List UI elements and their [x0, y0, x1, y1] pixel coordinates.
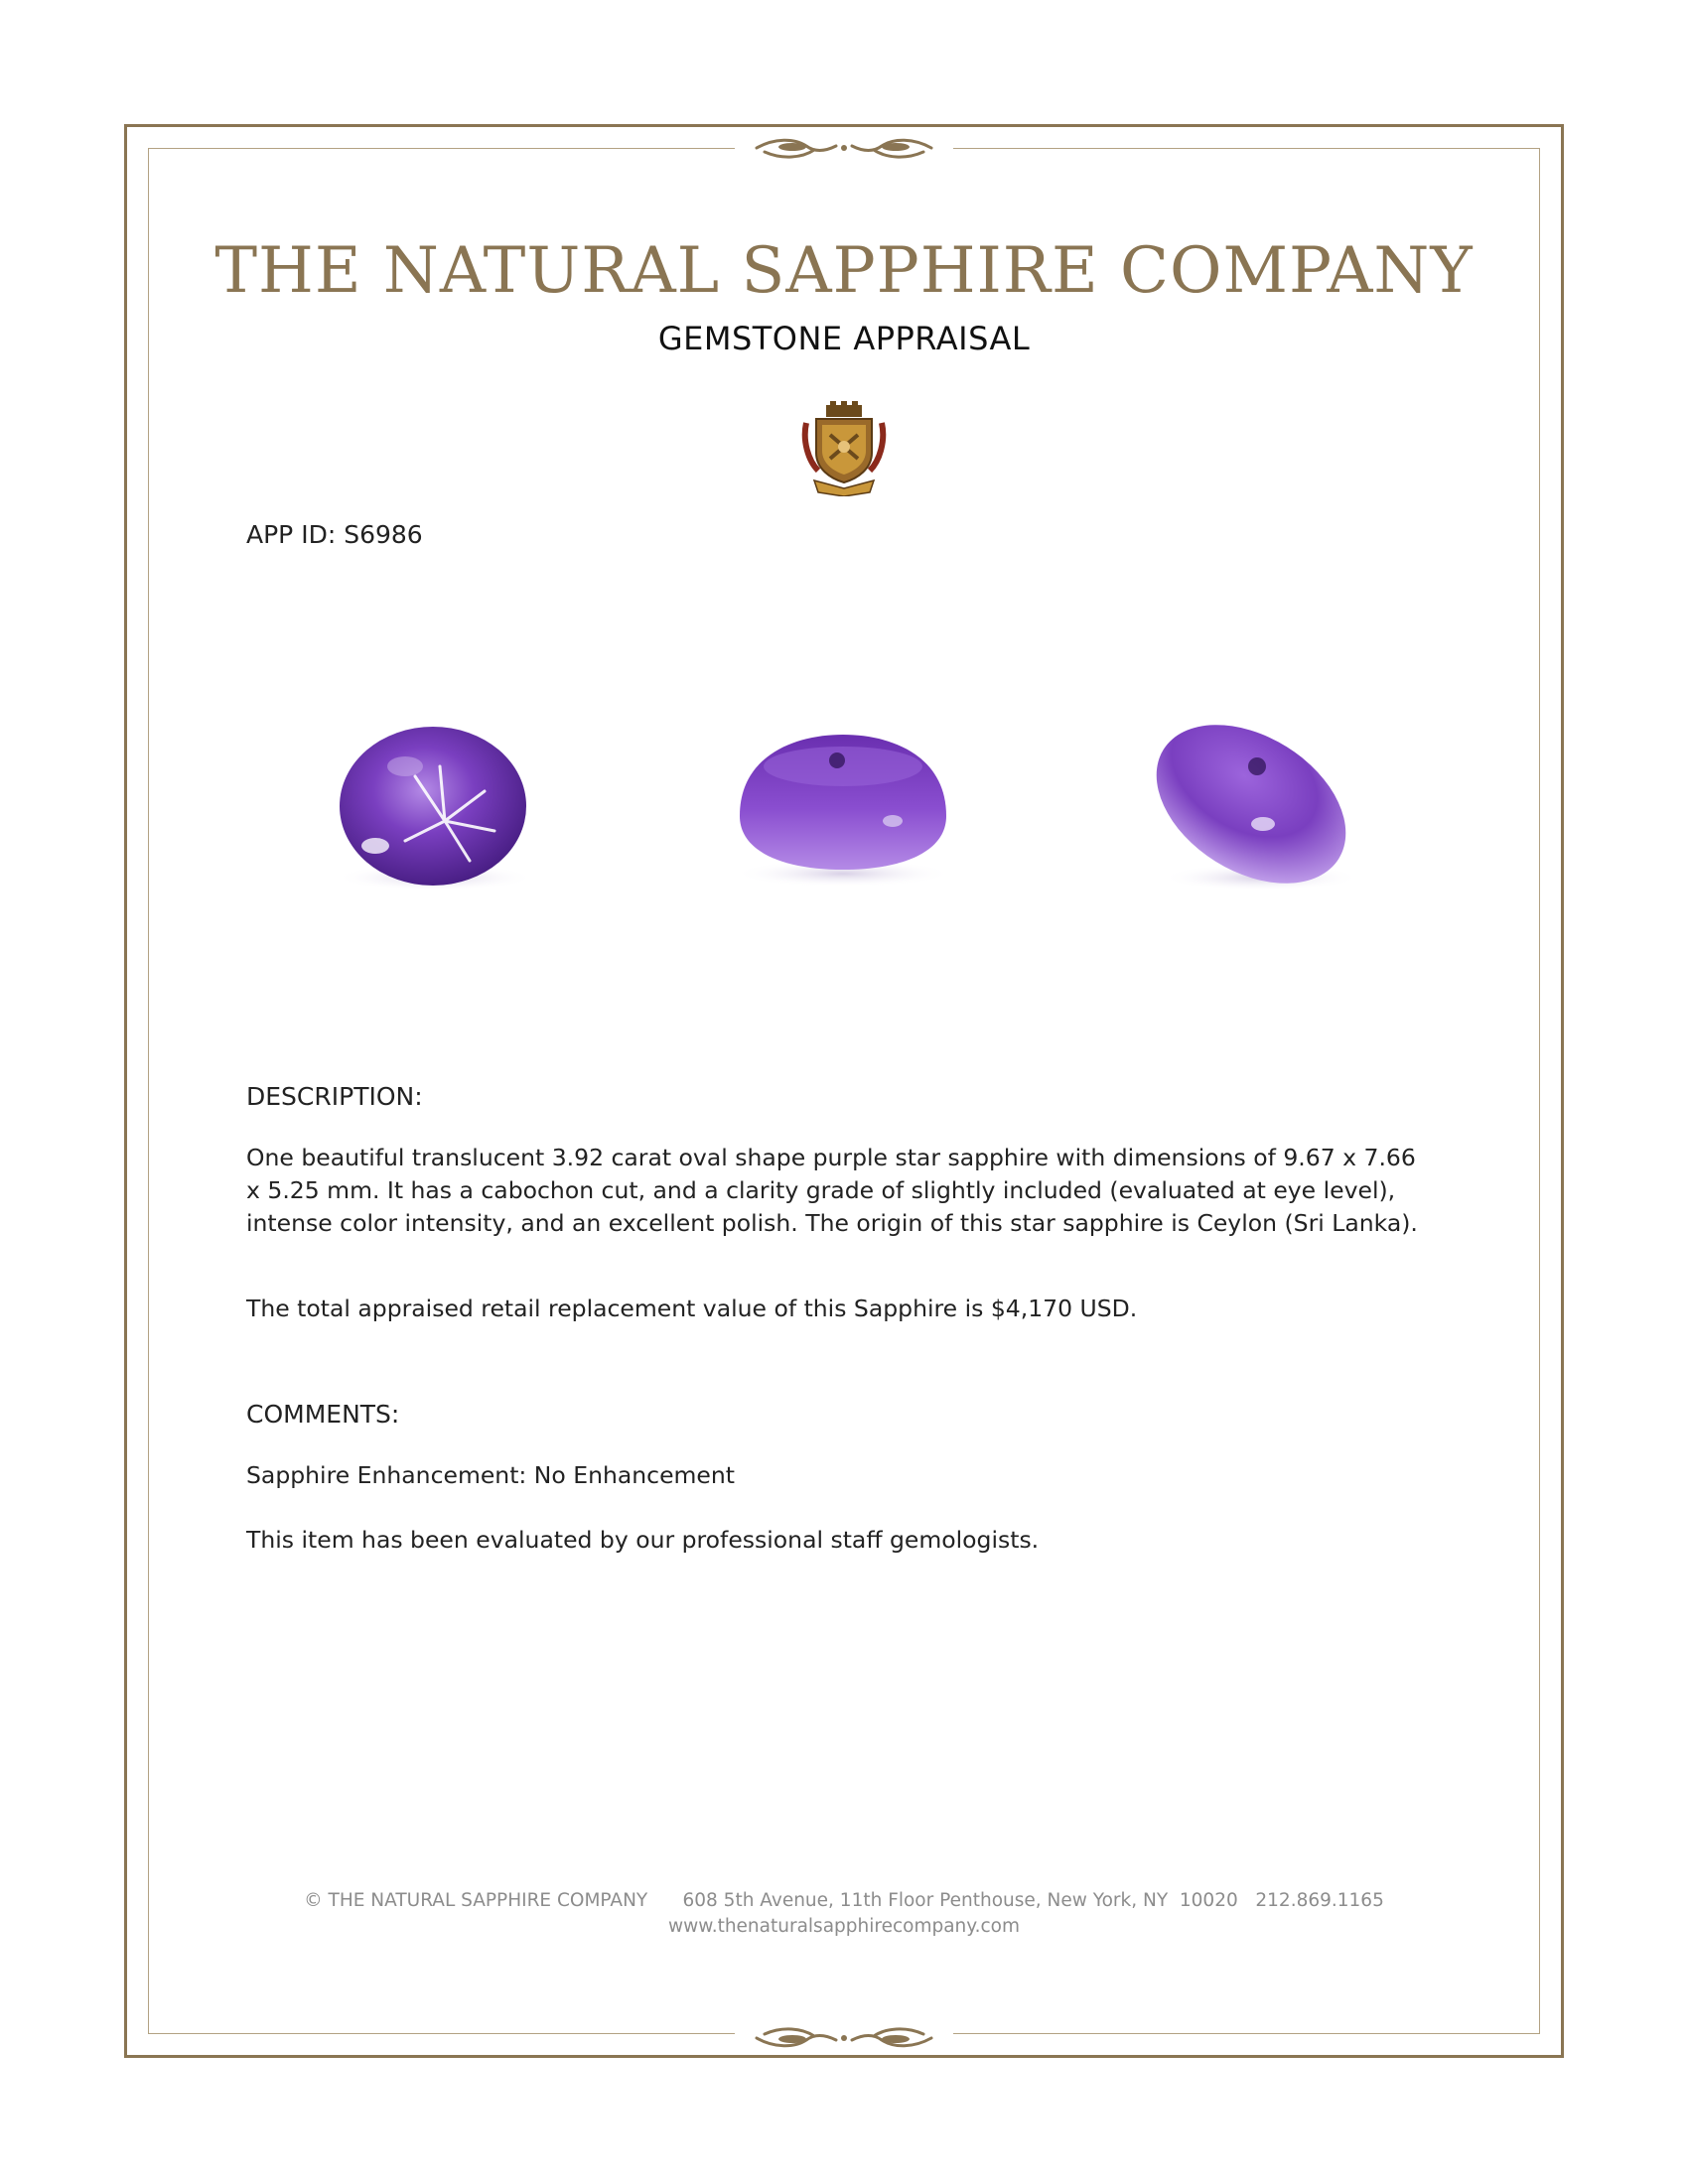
- evaluation-note: This item has been evaluated by our professional staff gemologists.: [246, 1526, 1040, 1554]
- gem-photo-side-view: [654, 617, 1032, 995]
- gem-photo-top-view: [246, 617, 624, 995]
- description-line-2: x 5.25 mm. It has a cabochon cut, and a clarity grade of slightly included (evaluated at eye level),: [246, 1176, 1396, 1204]
- footer-company-address: © THE NATURAL SAPPHIRE COMPANY 608 5th Avenue, 11th Floor Penthouse, New York, NY 10020 212.869.1165: [304, 1890, 1384, 1911]
- description-line-3: intense color intensity, and an excellent polish. The origin of this star sapphire is Ceylon (Sri Lanka).: [246, 1209, 1418, 1237]
- gem-photo-angled-view: [1062, 617, 1440, 995]
- heraldic-crest-icon: [800, 401, 888, 496]
- bottom-flourish-ornament-icon: [745, 2022, 943, 2052]
- description-paragraph: [246, 1142, 1468, 1240]
- document-title: GEMSTONE APPRAISAL: [657, 320, 1031, 357]
- comments-heading: COMMENTS:: [246, 1400, 400, 1429]
- enhancement-statement: Sapphire Enhancement: No Enhancement: [246, 1461, 735, 1489]
- company-title: THE NATURAL SAPPHIRE COMPANY: [214, 234, 1474, 308]
- appraised-value-statement: The total appraised retail replacement value of this Sapphire is $4,170 USD.: [246, 1295, 1138, 1322]
- footer-website-link[interactable]: www.thenaturalsapphirecompany.com: [668, 1916, 1020, 1937]
- description-line-1: One beautiful translucent 3.92 carat oval shape purple star sapphire with dimensions of 9.67 x 7.66: [246, 1144, 1416, 1171]
- appraisal-id: APP ID: S6986: [246, 520, 423, 549]
- top-flourish-ornament-icon: [745, 134, 943, 164]
- description-heading: DESCRIPTION:: [246, 1082, 423, 1111]
